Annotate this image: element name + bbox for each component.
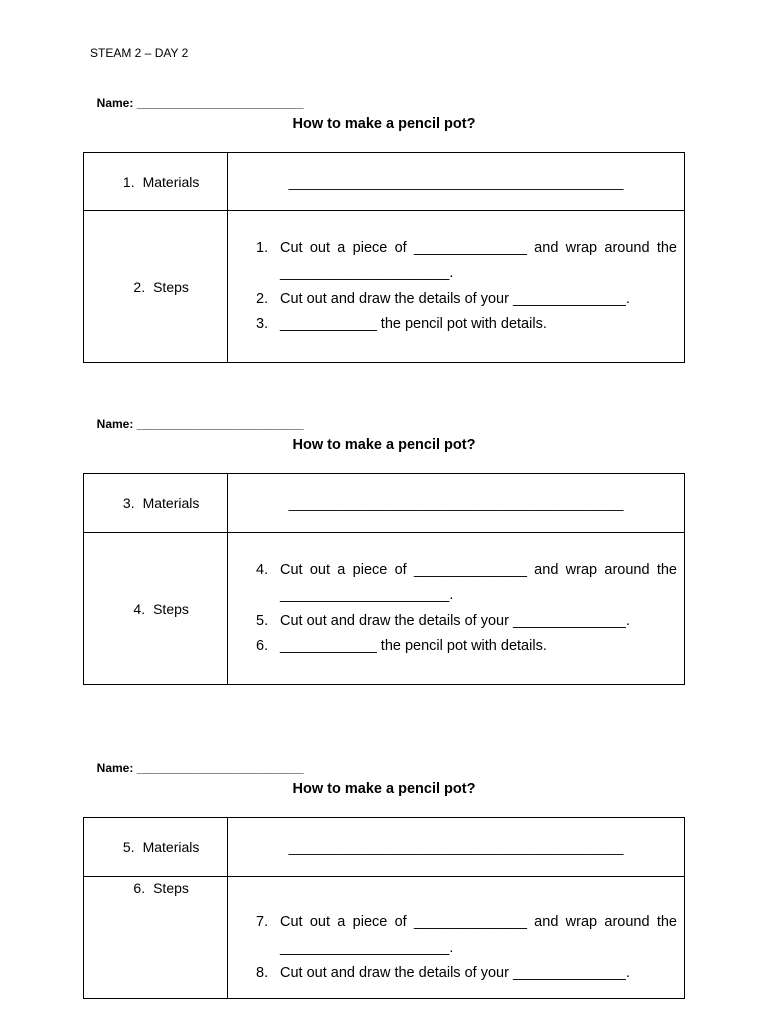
steps-list xyxy=(228,558,684,660)
section-heading: How to make a pencil pot? xyxy=(292,116,476,132)
steps-number: 6. xyxy=(133,880,146,896)
step-number: 4. xyxy=(256,561,269,578)
materials-number: 5. xyxy=(122,839,135,855)
steps-label: Steps xyxy=(153,600,189,617)
step-item xyxy=(256,558,677,609)
steps-list xyxy=(228,236,684,338)
section-heading: How to make a pencil pot? xyxy=(292,437,476,453)
step-number: 3. xyxy=(256,316,269,332)
materials-label-cell xyxy=(84,474,228,533)
steps-list xyxy=(228,910,684,987)
steps-number: 4. xyxy=(133,600,146,617)
worksheet-table xyxy=(83,473,685,685)
materials-row xyxy=(84,153,685,211)
step-text: Cut out and draw the details of your ______________. xyxy=(280,612,630,629)
name-field[interactable] xyxy=(90,82,304,110)
materials-answer-blank[interactable]: ___________________________________________ xyxy=(228,153,685,211)
steps-cell xyxy=(228,211,685,363)
worksheet-table xyxy=(83,817,685,999)
name-blank[interactable]: _________________________ xyxy=(136,96,304,110)
steps-label: Steps xyxy=(153,880,189,896)
name-blank[interactable]: _________________________ xyxy=(136,417,304,431)
step-item xyxy=(256,961,677,987)
steps-row xyxy=(84,211,685,363)
step-number: 5. xyxy=(256,612,269,629)
name-label: Name: xyxy=(96,96,134,110)
name-field[interactable] xyxy=(90,747,304,775)
materials-label: Materials xyxy=(142,495,200,511)
step-item xyxy=(256,910,677,961)
step-text: Cut out a piece of ______________ and wrap around the _____________________. xyxy=(280,239,677,281)
step-text: Cut out a piece of ______________ and wrap around the _____________________. xyxy=(280,561,677,603)
materials-row xyxy=(84,474,685,533)
step-number: 7. xyxy=(256,914,269,930)
steps-label-cell xyxy=(84,211,228,363)
steps-cell xyxy=(228,877,685,999)
materials-number: 1. xyxy=(122,173,135,190)
worksheet-table xyxy=(83,152,685,363)
name-label: Name: xyxy=(96,761,134,775)
step-text: Cut out and draw the details of your ______________. xyxy=(280,965,630,981)
step-number: 8. xyxy=(256,965,269,981)
step-text: Cut out a piece of ______________ and wrap around the _____________________. xyxy=(280,914,677,956)
materials-label-cell xyxy=(84,153,228,211)
materials-answer-blank[interactable]: ___________________________________________ xyxy=(228,474,685,533)
steps-label: Steps xyxy=(153,278,189,295)
materials-label: Materials xyxy=(142,839,200,855)
name-field[interactable] xyxy=(90,403,304,431)
step-text: ____________ the pencil pot with details. xyxy=(280,638,547,654)
step-text: Cut out and draw the details of your ______________. xyxy=(280,290,630,307)
materials-label-cell xyxy=(84,818,228,877)
step-number: 6. xyxy=(256,638,269,654)
step-item xyxy=(256,609,677,635)
materials-label: Materials xyxy=(142,173,200,190)
steps-label-cell xyxy=(84,877,228,999)
step-text: ____________ the pencil pot with details. xyxy=(280,316,547,332)
materials-row xyxy=(84,818,685,877)
step-item xyxy=(256,236,677,287)
materials-answer-blank[interactable]: ___________________________________________ xyxy=(228,818,685,877)
step-number: 2. xyxy=(256,290,269,307)
steps-number: 2. xyxy=(133,278,146,295)
name-blank[interactable]: _________________________ xyxy=(136,761,304,775)
document-title: STEAM 2 – DAY 2 xyxy=(90,46,189,60)
steps-label-cell xyxy=(84,533,228,685)
step-item xyxy=(256,634,677,660)
step-number: 1. xyxy=(256,239,269,256)
steps-row xyxy=(84,533,685,685)
steps-cell xyxy=(228,533,685,685)
step-item xyxy=(256,287,677,313)
name-label: Name: xyxy=(96,417,134,431)
materials-number: 3. xyxy=(122,495,135,511)
section-heading: How to make a pencil pot? xyxy=(292,781,476,797)
steps-row xyxy=(84,877,685,999)
step-item xyxy=(256,312,677,338)
